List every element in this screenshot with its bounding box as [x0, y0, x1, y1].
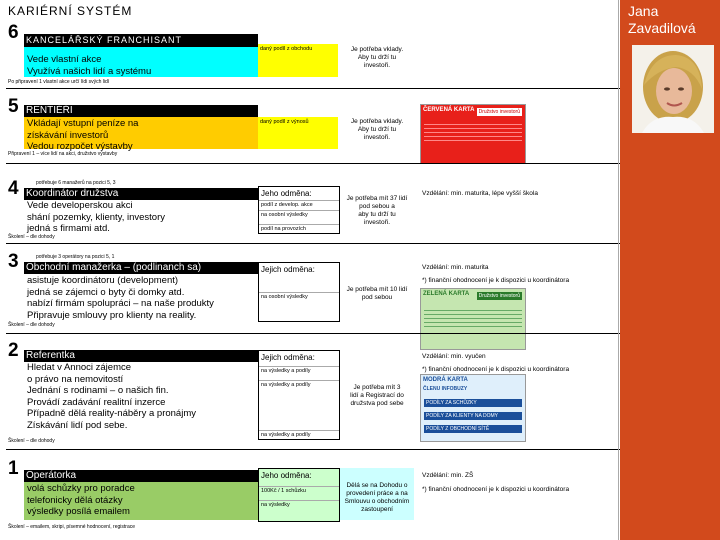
- level-3-need: Je potřeba mít 10 lidí pod sebou: [346, 286, 408, 301]
- level-3-income: Jejich odměna: na osobní výsledky: [258, 262, 340, 322]
- divider: [6, 243, 620, 244]
- divider: [6, 163, 620, 164]
- level-3-band: Obchodní manažerka – (podlinanch sa): [24, 262, 258, 274]
- level-3-duties: asistuje koordinátoru (development) jedná se zájemci o byty či domky atd. nabízí firmám spolupráci – na naše produkty Připravuje smlouvy pro klienty na reality.: [27, 275, 214, 321]
- level-6-number: 6: [8, 22, 19, 43]
- person-name: Jana Zavadilová: [628, 3, 696, 36]
- level-5-need: Je potřeba vklady. Aby tu drží tu investoři.: [350, 118, 404, 141]
- level-3-note: *) finanční ohodnocení je k dispozici u koordinátora: [422, 277, 570, 284]
- level-4-income: Jeho odměna: podíl z develop. akce na osobní výsledky podíl na provozích: [258, 186, 340, 234]
- level-1-education: Vzdělání: min. ZŠ: [422, 472, 474, 479]
- level-6-duties: Vede vlastní akce Využívá našich lidí a systému: [24, 47, 258, 77]
- portrait-icon: [632, 45, 714, 133]
- level-4-pre: potřebuje 6 manažerů na pozici 5, 3: [36, 180, 116, 186]
- level-2-income: Jejich odměna: na výsledky a podíly na výsledky a podíly na výsledky a podíly: [258, 350, 340, 440]
- level-1-note: *) finanční ohodnocení je k dispozici u koordinátora: [422, 486, 570, 493]
- level-1-duties: volá schůzky pro poradce telefonicky dělá otázky výsledky posílá emailem: [24, 482, 258, 520]
- level-5-income: daný podíl z výnosů: [258, 117, 338, 149]
- level-6-need: Je potřeba vklady. Aby tu drží tu investoři.: [350, 46, 404, 69]
- level-6-band: KANCELÁŘSKÝ FRANCHISANT: [24, 34, 258, 47]
- level-6-footer: Po připravení 1 vlastní akce určí lídi svých lidí: [8, 79, 110, 85]
- level-2-note: *) finanční ohodnocení je k dispozici u koordinátora: [422, 366, 570, 373]
- level-4-education: Vzdělání: min. maturita, lépe vyšší škola: [422, 190, 538, 197]
- level-2-footer: Školení – dle dohody: [8, 438, 55, 444]
- portrait-photo: [632, 45, 714, 133]
- level-4-number: 4: [8, 178, 19, 199]
- level-6-income: daný podíl z obchodu: [258, 44, 338, 77]
- level-4-band: Koordinátor družstva: [24, 188, 258, 200]
- divider: [6, 333, 620, 334]
- level-4-duties: Vede developerskou akci shání pozemky, klienty, investory jedná s firmami atd.: [27, 200, 165, 234]
- level-3-pre: potřebuje 3 operátory na pozici 5, 1: [36, 254, 115, 260]
- grid-edge: [618, 0, 619, 540]
- blue-card: MODRÁ KARTA ČLENU INFOBUZY PODÍLY ZA SCHŮZKY PODÍLY ZA KLIENTY NA DOMY PODÍLY Z OBCHODNÍ SÍTĚ: [420, 374, 526, 442]
- level-2-band: Referentka: [24, 350, 258, 362]
- level-3-number: 3: [8, 251, 19, 272]
- level-2-education: Vzdělání: min. vyučen: [422, 353, 486, 360]
- level-1-footer: Školení – emailem, skripi, písemné hodnocení, registrace: [8, 524, 136, 530]
- level-1-need: Dělá se na Dohodu o provedení práce a na Smlouvu o obchodním zastoupení: [340, 468, 414, 520]
- level-4-footer: Školení – dle dohody: [8, 234, 55, 240]
- red-card: ČERVENÁ KARTA Družstvo investorů: [420, 104, 526, 164]
- level-5-duties: Vkládají vstupní peníze na získávání investorů Vedou rozpočet výstavby: [24, 117, 258, 149]
- divider: [6, 449, 620, 450]
- level-2-duties: Hledat v Annoci zájemce o právo na nemovitostí Jednání s rodinami – o našich fin. Provádí zadávání realitní inzerce Případně dělá reality-náběry a pronájmy Získávání lidí pod sebe.: [27, 362, 196, 431]
- page-title: KARIÉRNÍ SYSTÉM: [8, 4, 133, 18]
- divider: [6, 88, 620, 89]
- level-5-band: RENTIÉŘI: [24, 105, 258, 117]
- level-1-number: 1: [8, 458, 19, 479]
- level-2-need: Je potřeba mít 3 lidí a Registrací do družstva pod sebe: [350, 384, 404, 407]
- level-1-income: Jeho odměna: 100Kč / 1 schůzku na výsledky: [258, 468, 340, 522]
- level-2-number: 2: [8, 340, 19, 361]
- level-5-footer: Připravení 1 – více lidí na akci, družstvo výstavby: [8, 151, 118, 157]
- level-5-number: 5: [8, 96, 19, 117]
- level-4-need: Je potřeba mít 37 lidí pod sebou a aby tu drží tu investoři.: [346, 195, 408, 226]
- green-card: ZELENÁ KARTA Družstvo investorů: [420, 288, 526, 350]
- level-3-education: Vzdělání: min. maturita: [422, 264, 489, 271]
- level-3-footer: Školení – dle dohody: [8, 322, 55, 328]
- level-1-band: Operátorka: [24, 470, 258, 482]
